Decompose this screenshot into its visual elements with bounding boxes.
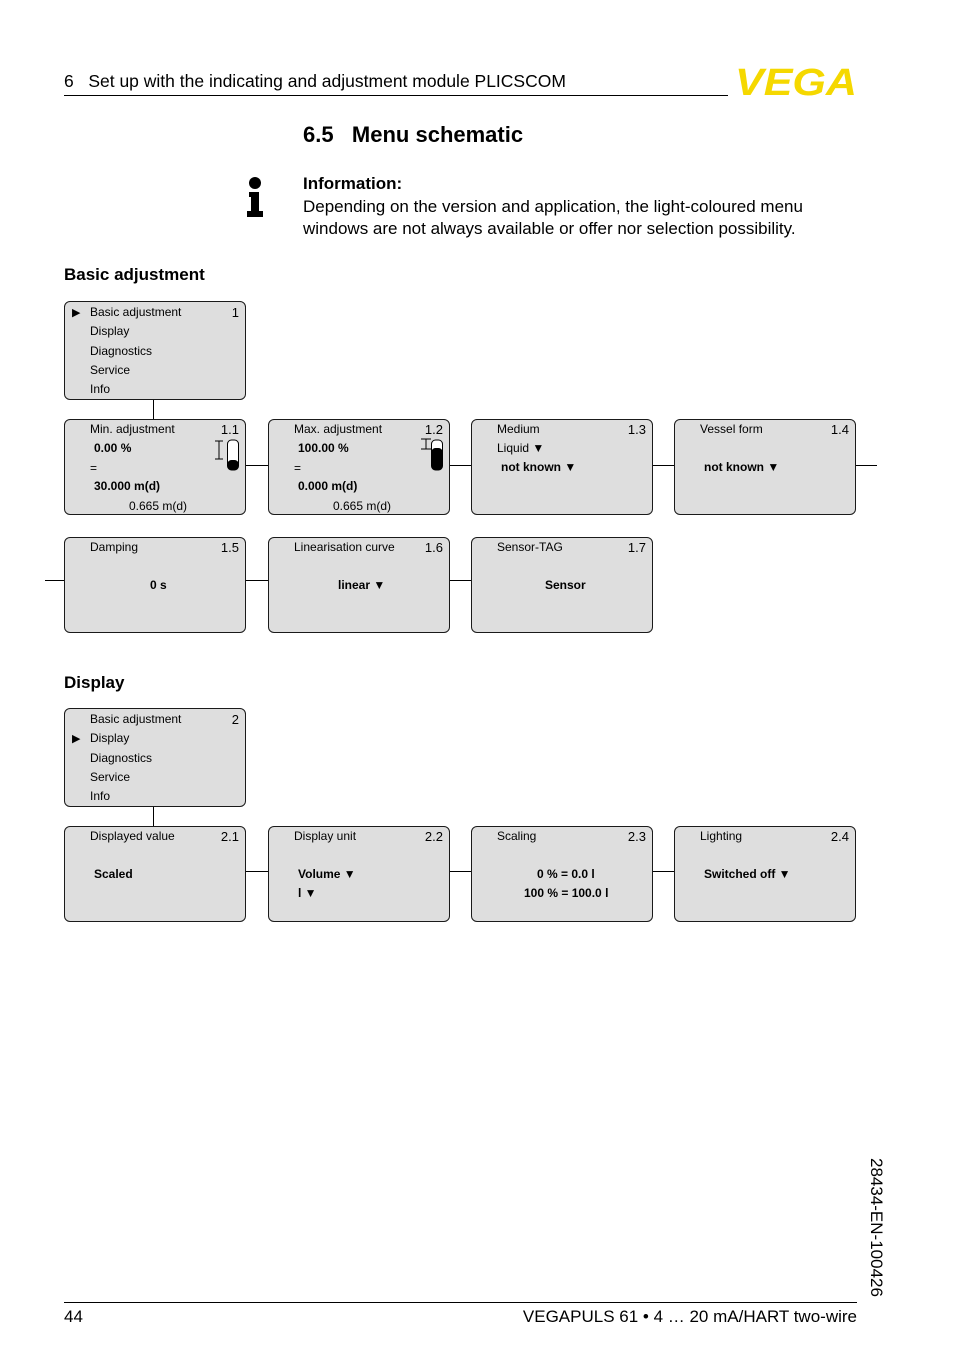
chapter-title: 6 Set up with the indicating and adjustment module PLICSCOM (64, 71, 566, 91)
display-menu (64, 708, 246, 807)
equals-sign: = (90, 461, 98, 475)
damping-value: 0 s (150, 578, 167, 592)
basic-adjustment-menu (64, 301, 246, 400)
section-title: 6.5 Menu schematic (303, 122, 524, 147)
sensor-tag-box (471, 537, 653, 633)
box-title: Linearisation curve (294, 540, 395, 554)
connector-line (246, 580, 268, 581)
max-percent: 100.00 % (298, 441, 349, 455)
box-number: 1.5 (220, 540, 239, 555)
box-number: 2.2 (424, 829, 443, 844)
document-code: 28434-EN-100426 (867, 1158, 886, 1297)
menu-item-display: Display (90, 324, 130, 338)
menu-item-basic-adjustment: Basic adjustment (90, 712, 182, 726)
info-heading: Information: (303, 174, 403, 193)
vessel-form-box (674, 419, 856, 515)
lighting-box (674, 826, 856, 922)
box-number: 2.3 (627, 829, 646, 844)
min-percent: 0.00 % (94, 441, 132, 455)
linearisation-select: linear ▼ (338, 578, 386, 592)
logo-text: VEGA (735, 64, 857, 98)
basic-adjustment-heading: Basic adjustment (64, 265, 205, 284)
box-number: 1.2 (424, 422, 443, 437)
connector-line (450, 580, 471, 581)
menu-item-diagnostics: Diagnostics (90, 751, 153, 765)
level-marker-icon (419, 438, 433, 450)
header-rule (64, 95, 728, 96)
box-number: 1.3 (627, 422, 646, 437)
displayed-value-box (64, 826, 246, 922)
max-adjustment-box (268, 419, 450, 515)
display-unit-box (268, 826, 450, 922)
scaling-hundred: 100 % = 100.0 l (524, 886, 609, 900)
connector-line (153, 807, 154, 826)
box-title: Damping (90, 540, 139, 554)
connector-line (653, 465, 674, 466)
box-title: Sensor-TAG (497, 540, 563, 554)
connector-line (45, 580, 64, 581)
menu-item-info: Info (90, 789, 111, 803)
medium-box (471, 419, 653, 515)
connector-line (450, 465, 471, 466)
box-title: Scaling (497, 829, 537, 843)
scaling-zero: 0 % = 0.0 l (537, 867, 595, 881)
connector-line (246, 871, 268, 872)
box-title: Vessel form (700, 422, 763, 436)
sensor-tag-value: Sensor (545, 578, 586, 592)
damping-box (64, 537, 246, 633)
box-number: 1.1 (220, 422, 239, 437)
box-title: Medium (497, 422, 540, 436)
level-marker-icon (212, 440, 226, 460)
linearisation-box (268, 537, 450, 633)
menu-number: 1 (231, 305, 239, 320)
connector-line (153, 400, 154, 419)
lighting-select: Switched off ▼ (704, 867, 791, 881)
measured-distance: 0.665 m(d) (129, 499, 188, 513)
connector-line (450, 871, 471, 872)
selection-arrow-icon: ▶ (72, 307, 81, 319)
menu-item-diagnostics: Diagnostics (90, 344, 153, 358)
info-body: Depending on the version and application, the light-coloured menu windows are not always available or offer nor selection possibility. (303, 197, 803, 238)
menu-item-service: Service (90, 770, 131, 784)
equals-sign: = (294, 461, 302, 475)
min-adjustment-box (64, 419, 246, 515)
box-number: 1.6 (424, 540, 443, 555)
box-title: Display unit (294, 829, 357, 843)
connector-line (246, 465, 268, 466)
max-distance: 0.000 m(d) (298, 479, 358, 493)
box-number: 2.1 (220, 829, 239, 844)
medium-property-select: not known ▼ (501, 460, 577, 474)
min-distance: 30.000 m(d) (94, 479, 161, 493)
info-icon (246, 177, 264, 217)
menu-item-info: Info (90, 382, 111, 396)
unit-select: l ▼ (298, 886, 317, 900)
connector-line (856, 465, 877, 466)
displayed-value: Scaled (94, 867, 133, 881)
box-title: Displayed value (90, 829, 175, 843)
medium-type-select: Liquid ▼ (497, 441, 545, 455)
vessel-form-select: not known ▼ (704, 460, 780, 474)
menu-item-display: Display (90, 731, 130, 745)
page-number: 44 (64, 1307, 83, 1326)
menu-item-service: Service (90, 363, 131, 377)
box-title: Min. adjustment (90, 422, 175, 436)
selection-arrow-icon: ▶ (72, 733, 81, 745)
vega-logo (735, 64, 857, 98)
box-number: 1.7 (627, 540, 646, 555)
tank-min-icon (226, 439, 240, 471)
unit-type-select: Volume ▼ (298, 867, 356, 881)
box-title: Lighting (700, 829, 743, 843)
menu-number: 2 (231, 712, 239, 727)
scaling-box (471, 826, 653, 922)
connector-line (653, 871, 674, 872)
box-title: Max. adjustment (294, 422, 383, 436)
box-number: 1.4 (830, 422, 849, 437)
footer-product: VEGAPULS 61 • 4 … 20 mA/HART two-wire (522, 1307, 857, 1326)
box-number: 2.4 (830, 829, 849, 844)
display-heading: Display (64, 673, 125, 692)
measured-distance: 0.665 m(d) (333, 499, 392, 513)
footer-rule (64, 1302, 857, 1303)
menu-item-basic-adjustment: Basic adjustment (90, 305, 182, 319)
